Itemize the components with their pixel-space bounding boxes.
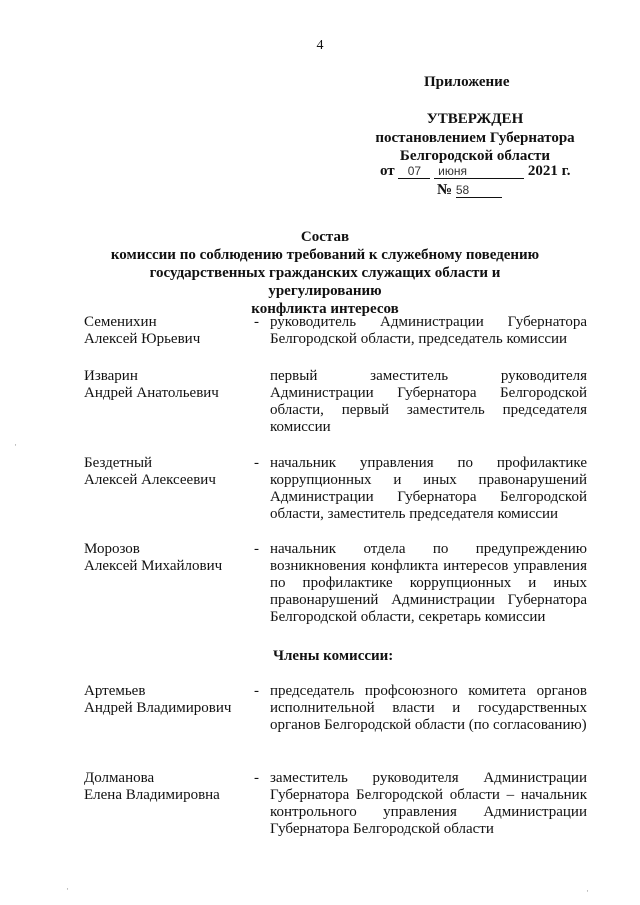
title-block — [96, 228, 554, 318]
approved-title: УТВЕРЖДЕН — [426, 111, 524, 127]
member-given-name: Алексей Алексеевич — [84, 472, 216, 488]
member-role: первый заместитель руководителя Администрации Губернатора Белгородской области, первый заместитель председателя комиссии — [270, 368, 587, 435]
member-role: руководитель Администрации Губернатора Белгородской области, председатель комиссии — [270, 314, 587, 347]
number-prefix: № — [437, 182, 453, 198]
member-surname: Бездетный — [84, 455, 153, 471]
date-line — [380, 163, 571, 180]
member-dash: - — [254, 314, 259, 330]
scan-dot: · — [14, 440, 17, 450]
scan-dot: · — [66, 884, 69, 894]
member-surname: Артемьев — [84, 683, 146, 699]
decree-number: 58 — [456, 183, 502, 198]
member-surname: Морозов — [84, 541, 140, 557]
member-dash: - — [254, 683, 259, 699]
member-dash: - — [254, 455, 259, 471]
member-dash: - — [254, 541, 259, 557]
member-given-name: Андрей Владимирович — [84, 700, 232, 716]
scan-dot: · — [586, 886, 589, 896]
members-section-title: Члены комиссии: — [273, 648, 394, 664]
member-given-name: Алексей Михайлович — [84, 558, 223, 574]
approved-region: Белгородской области — [399, 148, 551, 164]
member-name — [84, 541, 244, 575]
member-name — [84, 368, 244, 402]
member-role: начальник отдела по предупреждению возникновения конфликта интересов управления по профилактике коррупционных и иных правонарушений Администрации Губернатора Белгородской области, секретарь комиссии — [270, 541, 587, 625]
date-day: 07 — [398, 164, 430, 179]
title-line-4: конфликта интересов — [251, 301, 399, 317]
date-prefix: от — [380, 163, 395, 179]
appendix-label: Приложение — [424, 74, 510, 90]
member-surname: Изварин — [84, 368, 138, 384]
page-number: 4 — [316, 38, 324, 53]
title-line-2: комиссии по соблюдению требований к служебному поведению — [110, 247, 540, 263]
member-role: председатель профсоюзного комитета органов исполнительной власти и государственных органов Белгородской области (по согласованию) — [270, 683, 587, 733]
member-name — [84, 770, 244, 804]
number-line — [437, 182, 502, 199]
date-year: 2021 г. — [527, 163, 571, 179]
approved-by: постановлением Губернатора — [375, 130, 575, 146]
date-month: июня — [434, 164, 524, 179]
member-surname: Долманова — [84, 770, 155, 786]
member-name — [84, 683, 244, 717]
member-surname: Семенихин — [84, 314, 157, 330]
member-given-name: Андрей Анатольевич — [84, 385, 219, 401]
title-line-3: государственных гражданских служащих области и урегулированию — [149, 265, 501, 299]
member-role: начальник управления по профилактике коррупционных и иных правонарушений Администрации Губернатора Белгородской области, заместитель председателя комиссии — [270, 455, 587, 522]
member-name — [84, 314, 244, 348]
member-name — [84, 455, 244, 489]
member-role: заместитель руководителя Администрации Губернатора Белгородской области – начальник контрольного управления Администрации Губернатора Белгородской области — [270, 770, 587, 837]
title-line-1: Состав — [300, 229, 350, 245]
member-given-name: Елена Владимировна — [84, 787, 220, 803]
member-given-name: Алексей Юрьевич — [84, 331, 201, 347]
member-dash: - — [254, 770, 259, 786]
